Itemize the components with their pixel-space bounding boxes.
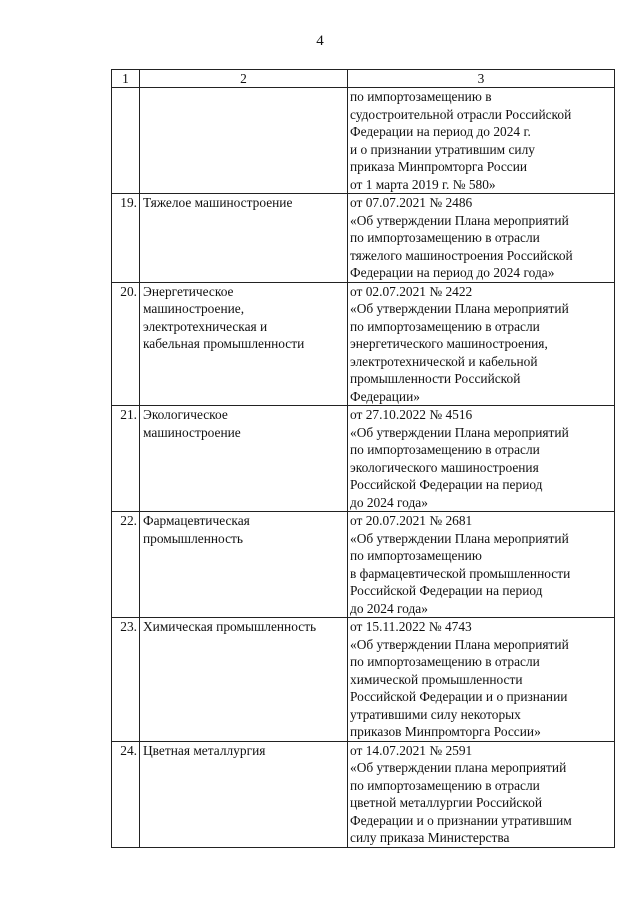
document-line: Российской Федерации и о признании [350, 689, 568, 704]
industry-line: машиностроение [143, 424, 241, 440]
order-document [348, 194, 615, 283]
row-number: 22. [112, 512, 140, 618]
order-document [348, 406, 615, 512]
table-row [112, 194, 615, 283]
industry-line: Химическая промышленность [143, 619, 317, 634]
industry-plans-table [111, 69, 615, 848]
industry-line: электротехническая и [143, 318, 268, 334]
row-number: 20. [112, 282, 140, 406]
document-line: экологического машиностроения [350, 459, 539, 475]
header-col-3: 3 [348, 70, 615, 88]
document-line: от 27.10.2022 № 4516 [350, 407, 473, 422]
order-document [348, 282, 615, 406]
document-line: приказа Минпромторга России [350, 159, 528, 174]
document-line: по импортозамещению в отрасли [350, 654, 540, 669]
document-line: по импортозамещению [350, 548, 482, 563]
document-line: Федерации на период до 2024 года» [350, 265, 555, 280]
document-line: по импортозамещению в отрасли [350, 442, 540, 457]
document-line: «Об утверждении Плана мероприятий [350, 212, 569, 228]
header-col-2: 2 [140, 70, 348, 88]
industry-line: Экологическое [143, 407, 228, 422]
document-line: по импортозамещению в отрасли [350, 318, 540, 334]
table-row [112, 618, 615, 742]
document-line: приказов Минпромторга России» [350, 724, 541, 739]
document-line: от 1 марта 2019 г. № 580» [350, 176, 496, 192]
document-line: цветной металлургии Российской [350, 795, 542, 810]
document-line: до 2024 года» [350, 600, 428, 616]
document-line: Федерации» [350, 388, 420, 404]
document-line: тяжелого машиностроения Российской [350, 247, 573, 263]
page-number: 4 [316, 33, 324, 49]
industry-name [140, 282, 348, 406]
industry-name [140, 194, 348, 283]
document-line: Российской Федерации на период [350, 477, 543, 492]
document-line: от 20.07.2021 № 2681 [350, 513, 473, 528]
document-line: Федерации на период до 2024 г. [350, 124, 531, 139]
document-line: «Об утверждении Плана мероприятий [350, 301, 569, 316]
industry-line: машиностроение, [143, 301, 245, 316]
row-number: 21. [112, 406, 140, 512]
industry-name [140, 618, 348, 742]
document-line: энергетического машиностроения, [350, 336, 548, 351]
document-line: от 14.07.2021 № 2591 [350, 742, 473, 758]
document-line: в фармацевтической промышленности [350, 565, 571, 581]
document-line: по импортозамещению в отрасли [350, 777, 540, 793]
document-line: «Об утверждении плана мероприятий [350, 760, 567, 775]
table-row [112, 88, 615, 194]
document-line: промышленности Российской [350, 371, 521, 386]
order-document [348, 741, 615, 847]
table-header-row [112, 70, 615, 88]
industry-line: Тяжелое машиностроение [143, 195, 293, 210]
row-number [112, 88, 140, 194]
industry-line: кабельная промышленности [143, 336, 305, 351]
industry-name [140, 88, 348, 194]
document-line: от 07.07.2021 № 2486 [350, 195, 473, 210]
document-line: «Об утверждении Плана мероприятий [350, 530, 569, 546]
table-row [112, 282, 615, 406]
industry-line: Фармацевтическая [143, 513, 250, 528]
document-line: и о признании утратившим силу [350, 141, 535, 157]
document-line: утратившими силу некоторых [350, 706, 521, 722]
industry-name [140, 406, 348, 512]
document-line: до 2024 года» [350, 494, 428, 510]
industry-line: Цветная металлургия [143, 742, 266, 758]
order-document [348, 618, 615, 742]
industry-line: Энергетическое [143, 283, 234, 299]
document-line: электротехнической и кабельной [350, 353, 538, 369]
industry-name [140, 512, 348, 618]
document-line: от 15.11.2022 № 4743 [350, 619, 472, 634]
document-line: по импортозамещению в отрасли [350, 230, 540, 245]
table-row [112, 406, 615, 512]
row-number: 19. [112, 194, 140, 283]
document-line: Российской Федерации на период [350, 583, 543, 598]
document-line: Федерации и о признании утратившим [350, 812, 572, 828]
order-document [348, 512, 615, 618]
document-line: химической промышленности [350, 671, 523, 687]
header-col-1: 1 [112, 70, 140, 88]
document-line: силу приказа Министерства [350, 830, 510, 845]
row-number: 23. [112, 618, 140, 742]
document-line: судостроительной отрасли Российской [350, 106, 572, 122]
table-row [112, 512, 615, 618]
document-line: от 02.07.2021 № 2422 [350, 283, 473, 299]
row-number: 24. [112, 741, 140, 847]
document-line: «Об утверждении Плана мероприятий [350, 636, 569, 652]
document-line: «Об утверждении Плана мероприятий [350, 424, 569, 440]
order-document [348, 88, 615, 194]
industry-line: промышленность [143, 530, 243, 546]
document-line: по импортозамещению в [350, 89, 492, 104]
table-row [112, 741, 615, 847]
industry-name [140, 741, 348, 847]
